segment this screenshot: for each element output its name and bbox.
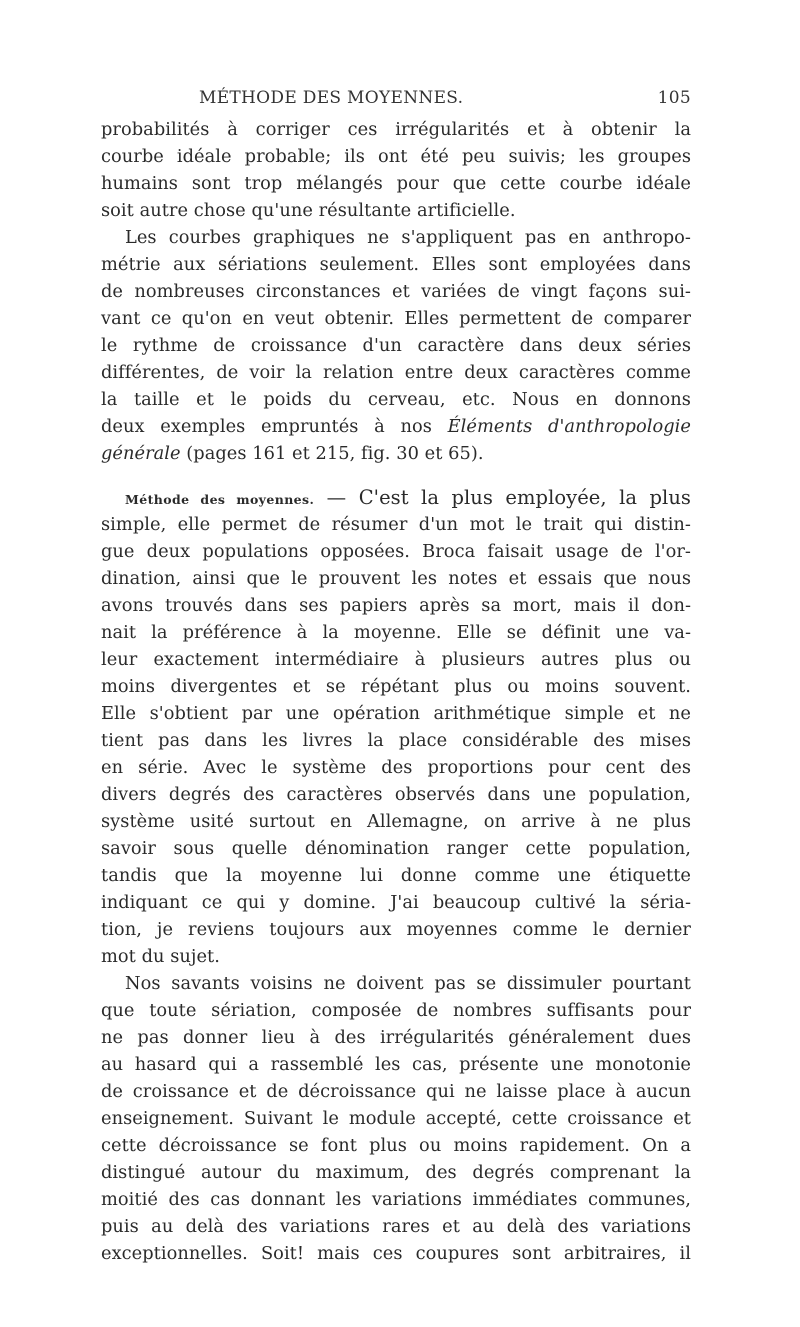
paragraph-3: [101, 484, 691, 970]
text-line: en série. Avec le système des proportions pour cent des: [101, 757, 691, 778]
text-run: deux exemples empruntés à nos: [101, 416, 448, 437]
text-line: [101, 484, 691, 511]
body-text: [101, 116, 691, 1267]
text-line: divers degrés des caractères observés dans une population,: [101, 784, 691, 805]
text-line: dination, ainsi que le prouvent les notes et essais que nous: [101, 568, 691, 589]
text-line: [101, 440, 691, 467]
paragraph-2: [101, 224, 691, 467]
running-header: [101, 88, 691, 112]
text-line: de croissance et de décroissance qui ne laisse place à aucun: [101, 1081, 691, 1102]
text-line: mot du sujet.: [101, 946, 220, 967]
text-line: avons trouvés dans ses papiers après sa mort, mais il don-: [101, 595, 691, 616]
text-line: la taille et le poids du cerveau, etc. Nous en donnons: [101, 389, 691, 410]
running-title: MÉTHODE DES MOYENNES.: [199, 88, 464, 108]
text-run: — C'est la plus employée, la plus: [314, 486, 691, 509]
text-line: différentes, de voir la relation entre deux caractères comme: [101, 362, 691, 383]
text-line: probabilités à corriger ces irrégularités et à obtenir la: [101, 119, 691, 140]
text-line: Nos savants voisins ne doivent pas se dissimuler pourtant: [125, 973, 691, 994]
text-line: que toute sériation, composée de nombres suffisants pour: [101, 1000, 691, 1021]
text-line: humains sont trop mélangés pour que cette courbe idéale: [101, 173, 691, 194]
page-number: 105: [657, 88, 691, 108]
text-line: indiquant ce qui y domine. J'ai beaucoup cultivé la séria-: [101, 892, 691, 913]
paragraph-4: [101, 970, 691, 1267]
paragraph-1: [101, 116, 691, 224]
text-line: métrie aux sériations seulement. Elles sont employées dans: [101, 254, 691, 275]
text-line: enseignement. Suivant le module accepté, cette croissance et: [101, 1108, 691, 1129]
text-line: savoir sous quelle dénomination ranger cette population,: [101, 838, 691, 859]
text-line: gue deux populations opposées. Broca faisait usage de l'or-: [101, 541, 691, 562]
text-line: au hasard qui a rassemblé les cas, présente une monotonie: [101, 1054, 691, 1075]
text-line: ne pas donner lieu à des irrégularités généralement dues: [101, 1027, 691, 1048]
text-line: tient pas dans les livres la place considérable des mises: [101, 730, 691, 751]
text-line: système usité surtout en Allemagne, on arrive à ne plus: [101, 811, 691, 832]
text-line: le rythme de croissance d'un caractère dans deux séries: [101, 335, 691, 356]
text-line: courbe idéale probable; ils ont été peu suivis; les groupes: [101, 146, 691, 167]
text-line: vant ce qu'on en veut obtenir. Elles permettent de comparer: [101, 308, 691, 329]
text-line: de nombreuses circonstances et variées de vingt façons sui-: [101, 281, 691, 302]
text-line: moins divergentes et se répétant plus ou moins souvent.: [101, 676, 691, 697]
text-line: nait la préférence à la moyenne. Elle se définit une va-: [101, 622, 691, 643]
book-title-italic: Éléments d'anthropologie: [447, 416, 691, 437]
text-line: puis au delà des variations rares et au delà des variations: [101, 1216, 691, 1237]
text-line: exceptionnelles. Soit! mais ces coupures sont arbitraires, il: [101, 1243, 691, 1264]
text-line: cette décroissance se font plus ou moins rapidement. On a: [101, 1135, 691, 1156]
text-line: tion, je reviens toujours aux moyennes comme le dernier: [101, 919, 691, 940]
text-line: leur exactement intermédiaire à plusieurs autres plus ou: [101, 649, 691, 670]
text-line: Elle s'obtient par une opération arithmétique simple et ne: [101, 703, 691, 724]
text-line: soit autre chose qu'une résultante artificielle.: [101, 200, 516, 221]
section-heading: Méthode des moyennes.: [125, 492, 315, 507]
text-line: moitié des cas donnant les variations immédiates communes,: [101, 1189, 691, 1210]
text-line: [101, 413, 691, 440]
text-line: distingué autour du maximum, des degrés comprenant la: [101, 1162, 691, 1183]
text-line: Les courbes graphiques ne s'appliquent pas en anthropo-: [125, 227, 691, 248]
text-run: (pages 161 et 215, fig. 30 et 65).: [180, 443, 484, 464]
text-line: simple, elle permet de résumer d'un mot le trait qui distin-: [101, 514, 691, 535]
book-title-italic: générale: [101, 443, 181, 464]
text-line: tandis que la moyenne lui donne comme une étiquette: [101, 865, 691, 886]
